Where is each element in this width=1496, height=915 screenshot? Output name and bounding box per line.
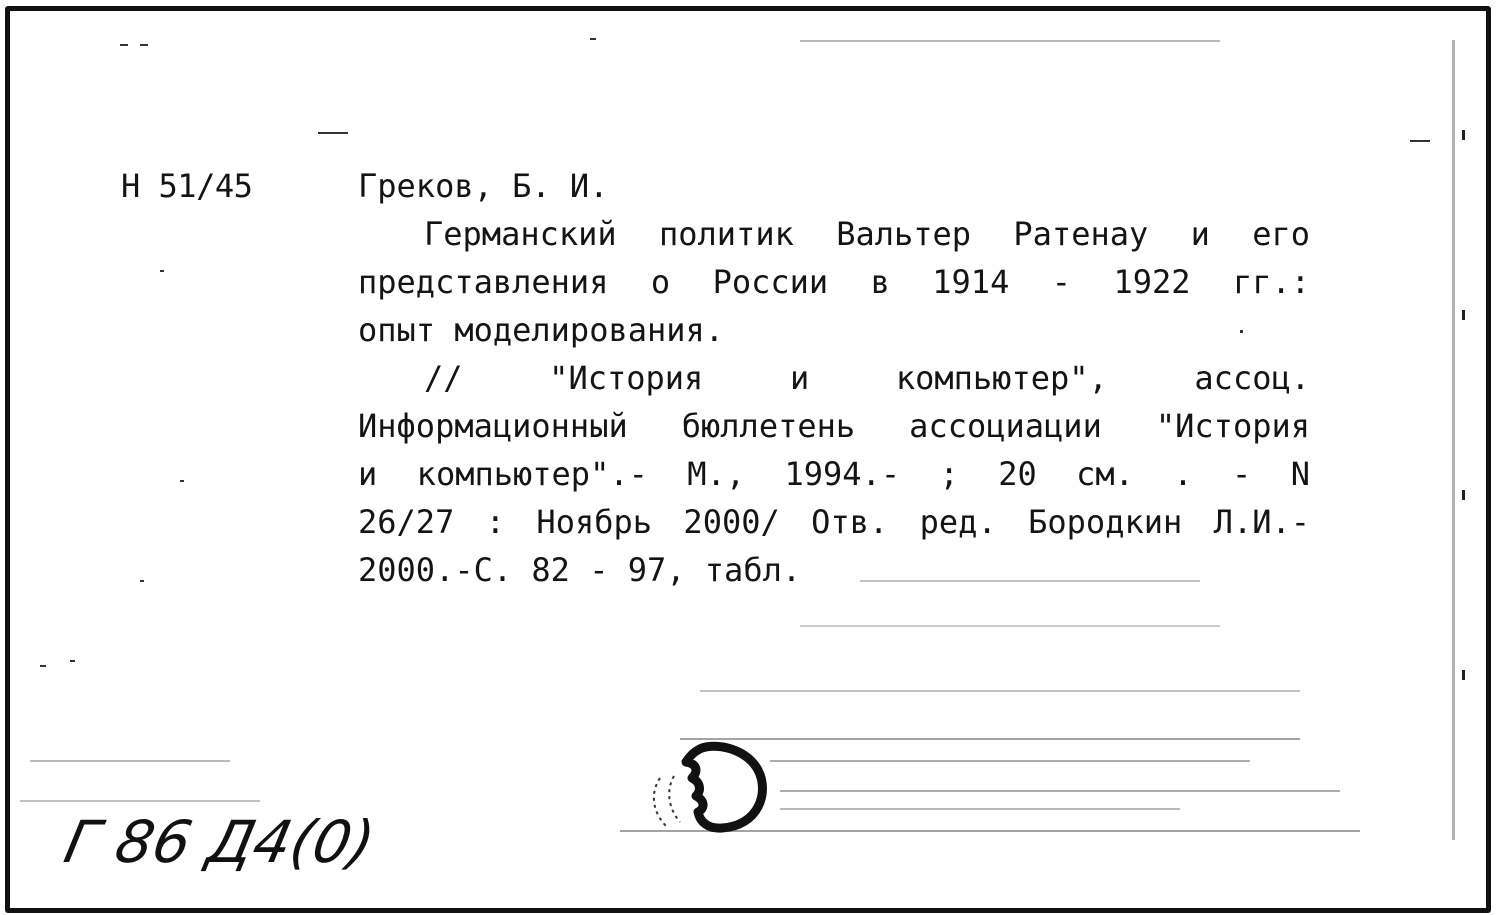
source-line-2: Информационный бюллетень ассоциации "История	[358, 407, 1310, 445]
title-line-2: представления о России в 1914 - 1922 гг.:	[358, 263, 1310, 301]
source-line-4: 26/27 : Ноябрь 2000/ Отв. ред. Бородкин Л.И.-	[358, 503, 1310, 541]
stamp-mark	[640, 738, 780, 838]
bibliographic-entry	[358, 162, 1310, 594]
title-line-1: Германский политик Вальтер Ратенау и его	[424, 215, 1310, 253]
right-edge-marks	[1440, 30, 1470, 850]
source-line-5: 2000.-С. 82 - 97, табл.	[358, 551, 802, 589]
title-line-3: опыт моделирования.	[358, 311, 725, 349]
source-line-3: и компьютер".- М., 1994.- ; 20 см. . - N	[358, 455, 1310, 493]
source-line-1: // "История и компьютер", ассоц.	[424, 359, 1310, 397]
shelf-mark: Н 51/45	[121, 167, 253, 205]
handwritten-code: Г 86 Д4(0)	[58, 808, 381, 876]
author-line: Греков, Б. И.	[358, 167, 609, 205]
